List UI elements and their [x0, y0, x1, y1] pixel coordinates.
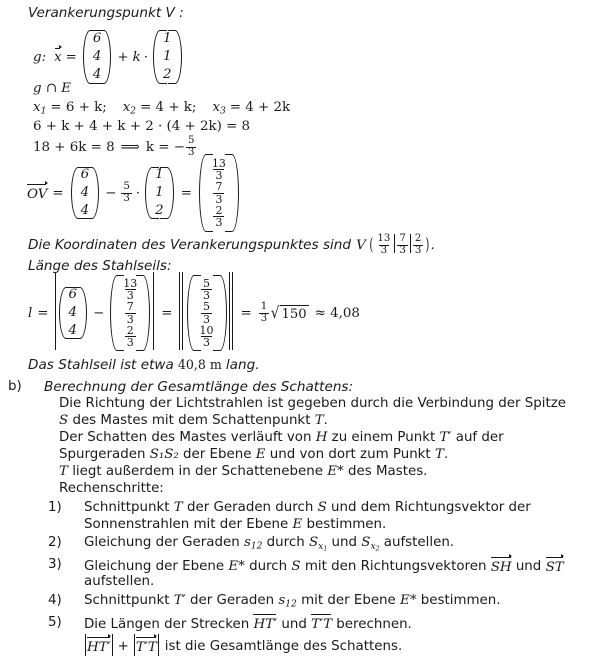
step-number: 5) [48, 615, 62, 630]
text-run: und [511, 558, 546, 574]
step-number: 1) [48, 500, 62, 515]
paren-right [92, 166, 101, 220]
text-run: durch [244, 558, 292, 574]
line-equation-g [33, 28, 184, 86]
symbol-Sx1: $S_{x_1}$ [308, 535, 328, 553]
symbol-s12: $s_{12}$ [243, 535, 263, 552]
step5-final-formula [84, 634, 402, 658]
text-run-math: T [59, 464, 68, 479]
text-run: und von dort zum Punkt [265, 447, 435, 462]
vector-component: $\frac{13}{3}$ [123, 276, 138, 303]
fraction-numerator: 5 [187, 135, 195, 147]
conclusion-pre: Das Stahlseil ist etwa [28, 357, 174, 373]
vector-component: $\frac{7}{3}$ [126, 300, 134, 326]
text-run: des Mastes. [343, 464, 428, 479]
paren-right [167, 166, 176, 220]
heading-laenge-stahlseil: Länge des Stahlseils: [28, 258, 172, 274]
step-number: 4) [48, 593, 62, 608]
vector-component: 4 [68, 322, 78, 338]
scalar-k: k [132, 49, 141, 65]
direction-vector [151, 29, 184, 85]
text-run: der Ebene [178, 447, 256, 462]
symbol-Sx2: $S_{x_2}$ [361, 535, 380, 553]
step-line: aufstellen. [84, 574, 155, 589]
line-intersection: g ∩ E [33, 81, 72, 96]
segment-T-prime-T: T′T [311, 617, 333, 632]
heading-gesamtlaenge-schatten: Berechnung der Gesamtlänge des Schattens: [44, 379, 354, 395]
ov-direction-vector [143, 166, 176, 220]
text-run: Die Richtung der Lichtstrahlen ist gegeben durch die Verbindung der Spitze [59, 396, 567, 411]
text-run: . [443, 447, 449, 462]
coords-tuple [368, 234, 431, 256]
support-vector [81, 29, 114, 85]
sentence-period: . [430, 237, 436, 253]
norm-bar-close [229, 272, 235, 350]
text-run: mit den Richtungsvektoren [300, 558, 491, 574]
line-coordinates-sentence [28, 233, 435, 257]
text-run: liegt außerdem in der Schattenebene [67, 464, 328, 479]
coord-x1: $x_1$ [33, 100, 47, 117]
vector-component: 2 [163, 66, 172, 82]
vector-component: 1 [163, 49, 172, 65]
text-run-math: S₁S₂ [149, 447, 179, 462]
fraction-denominator: 3 [187, 146, 195, 158]
coord-value: $\frac{2}{3}$ [414, 233, 422, 256]
implies-sign: ⟹ [120, 139, 140, 155]
step-line: Die Längen der Strecken HT′ und T′T berechnen. [84, 617, 412, 632]
equals-sign: = [180, 185, 192, 201]
equals-sign: = [52, 185, 64, 201]
vector-component: 1 [155, 185, 164, 201]
final-sentence: ist die Gesamtlänge des Schattens. [164, 638, 403, 654]
fraction-numerator: 5 [123, 181, 130, 193]
heading-verankerungspunkt: Verankerungspunkt V : [28, 5, 184, 21]
step-line: Gleichung der Geraden $s_{12}$ durch $S_{x_1}$ und $S_{x_2}$ aufstellen. [84, 535, 455, 553]
symbol-E: E [292, 517, 303, 532]
line-substituted: 6 + k + 4 + k + 2 · (4 + 2k) = 8 [33, 119, 251, 134]
symbol-S: S [317, 500, 327, 515]
line-g-label: g: [33, 49, 47, 65]
line-coordinates [33, 100, 290, 117]
vector-x-symbol: x [54, 49, 62, 65]
line-ov-vector [27, 152, 241, 234]
length-vector-a [57, 286, 90, 340]
vector-component: $\frac{2}{3}$ [126, 323, 134, 349]
plus-sign: + [117, 49, 129, 65]
step-line [84, 557, 564, 575]
plus-sign: + [117, 638, 129, 654]
paragraph-line [59, 396, 566, 411]
fraction-ov-scalar [121, 182, 131, 204]
text-run-math: T′ [439, 430, 452, 445]
paren-right: ) [425, 235, 430, 255]
step-number: 2) [48, 535, 62, 550]
part-label-b: b) [8, 379, 22, 394]
step-number: 3) [48, 557, 62, 572]
coord-value: $\frac{13}{3}$ [377, 233, 391, 256]
abs-bar-close [152, 272, 155, 350]
vector-component: $\frac{5}{3}$ [203, 300, 211, 326]
step-line: Schnittpunkt T der Geraden durch S und dem Richtungsvektor der [84, 500, 531, 515]
vector-component: 6 [92, 31, 102, 47]
length-vector-diff [185, 274, 229, 352]
paragraph-line [59, 430, 504, 445]
abs-bar-close [111, 634, 114, 656]
vector-ST: ST [545, 559, 564, 575]
square-root [270, 302, 308, 322]
solved-left: 18 + 6k = 8 [33, 139, 115, 155]
equals-sign: = [37, 305, 49, 321]
text-run: Der Schatten des Mastes verläuft von [59, 430, 316, 445]
paren-left [151, 29, 160, 85]
vector-component: 4 [68, 305, 78, 321]
separator-bar [409, 234, 412, 253]
paren-right [80, 286, 89, 340]
text-run-math: S [59, 413, 69, 428]
vector-component: $\frac{5}{3}$ [203, 276, 211, 303]
vector-component: $\frac{2}{3}$ [215, 203, 223, 229]
text-run-math: T [434, 447, 444, 462]
vector-component: $\frac{7}{3}$ [215, 180, 223, 206]
paren-left: ( [369, 235, 374, 255]
vector-component: 2 [155, 202, 164, 218]
symbol-T-prime: T′ [173, 593, 186, 608]
k-equals: k = − [145, 139, 185, 155]
paren-right [232, 153, 241, 233]
vector-component: 1 [155, 167, 164, 183]
vector-T-prime-T: T′T [135, 639, 157, 655]
line-length-computation [28, 272, 360, 354]
point-label-v: V [356, 237, 366, 253]
text-run-math: E* [327, 464, 344, 479]
vector-component: 4 [80, 185, 90, 201]
radical-sign: √ [271, 302, 280, 322]
symbol-T: T [173, 500, 183, 515]
vector-component: 6 [80, 167, 90, 183]
vector-component: 4 [92, 49, 102, 65]
equals-sign: = [65, 49, 77, 65]
fraction-denominator: 3 [260, 312, 268, 324]
length-approx-value: ≈ 4,08 [314, 305, 360, 321]
paren-left [143, 166, 152, 220]
equals-sign: = [240, 305, 252, 321]
step-line: Schnittpunkt T′ der Geraden $s_{12}$ mit der Ebene E* bestimmen. [84, 593, 501, 610]
fraction-length-coeff [259, 302, 269, 324]
vector-HT-prime: HT′ [87, 639, 111, 655]
vector-component: $\frac{10}{3}$ [199, 323, 214, 349]
conclusion-post: lang. [225, 357, 260, 373]
coord-x3: $x_3$ [212, 100, 226, 117]
text-run: Spurgeraden [59, 447, 150, 462]
minus-sign: − [93, 305, 105, 321]
paragraph-line [59, 447, 448, 462]
paren-right [104, 29, 113, 85]
vector-component: 6 [68, 287, 78, 303]
symbol-s12: $s_{12}$ [278, 593, 297, 610]
fraction-denominator: 3 [123, 192, 130, 204]
symbol-E-star: E* [228, 558, 245, 574]
paren-right [220, 274, 229, 352]
equals-sign: = [161, 305, 173, 321]
dot-operator: · [143, 49, 149, 65]
text-run: zu einem Punkt [327, 430, 440, 445]
paragraph-line [59, 464, 427, 479]
text-run: des Mastes mit dem Schattenpunkt [68, 413, 315, 428]
paren-right [175, 29, 184, 85]
step-line: Sonnenstrahlen mit der Ebene E bestimmen. [84, 517, 387, 532]
vector-component: 4 [92, 66, 102, 82]
text-run: . [323, 413, 328, 428]
coords-sentence-text: Die Koordinaten des Verankerungspunktes sind [28, 237, 352, 253]
minus-sign: − [105, 185, 117, 201]
coord-x2: $x_2$ [122, 100, 137, 117]
dot-operator: · [135, 185, 141, 201]
vector-SH: SH [490, 559, 512, 575]
paren-left [81, 29, 90, 85]
vector-component: $\frac{13}{3}$ [211, 156, 226, 183]
text-run: Rechenschritte: [59, 481, 164, 496]
ov-label: OV [27, 186, 48, 202]
length-vector-b [108, 274, 152, 352]
line-conclusion-length [28, 357, 260, 373]
coord-value: $\frac{7}{3}$ [399, 233, 406, 256]
abs-bar-close [157, 634, 160, 656]
paren-left [197, 153, 206, 233]
paragraph-line [59, 481, 164, 496]
paren-left [57, 286, 66, 340]
symbol-E-star: E* [400, 593, 417, 608]
fraction-numerator: 1 [260, 301, 268, 313]
text-run-math: H [315, 430, 328, 445]
radicand: 150 [281, 306, 307, 322]
paren-left [108, 274, 117, 352]
paren-left [69, 166, 78, 220]
segment-HT-prime: HT′ [253, 617, 278, 632]
symbol-S: S [291, 558, 301, 574]
length-symbol: l [28, 305, 33, 321]
text-run: auf der [451, 430, 504, 445]
paren-left [185, 274, 194, 352]
conclusion-value: 40,8 m [177, 357, 222, 372]
ov-support-vector [69, 166, 102, 220]
vector-component: 1 [163, 31, 172, 47]
vector-component: 4 [80, 202, 90, 218]
ov-result-vector [197, 153, 241, 233]
coord-x1-value: = 6 + k; [50, 100, 107, 115]
text-run-math: T [314, 413, 324, 428]
paren-right [143, 274, 152, 352]
separator-bar [393, 234, 396, 253]
text-run: Gleichung der Ebene [84, 558, 229, 574]
text-run-math: E [255, 447, 266, 462]
paragraph-line [59, 413, 328, 428]
coord-x3-value: = 4 + 2k [229, 100, 291, 115]
coord-x2-value: = 4 + k; [140, 100, 197, 115]
